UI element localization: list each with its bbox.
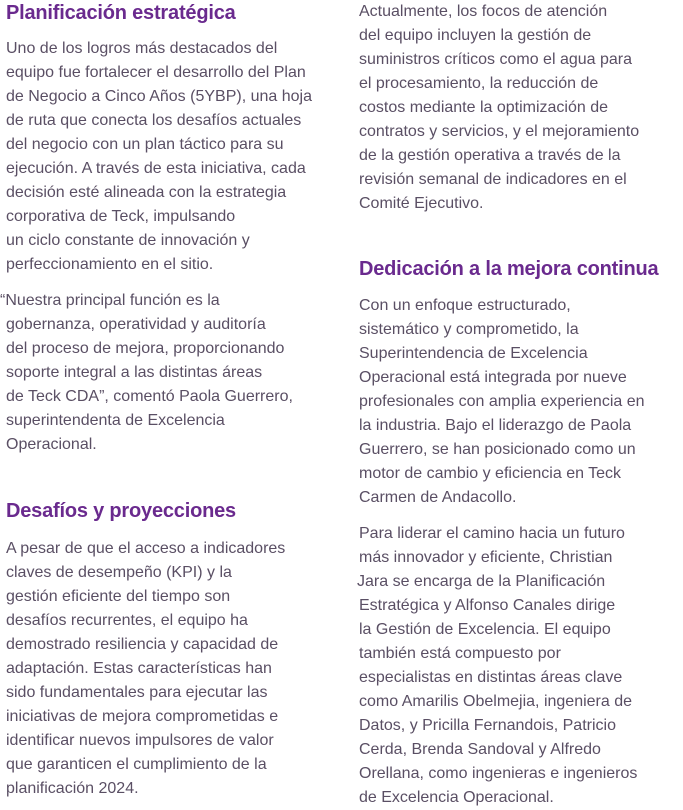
text-line: A pesar de que el acceso a indicadores <box>6 540 286 557</box>
text-line: claves de desempeño (KPI) y la <box>6 564 232 581</box>
text-line: soporte integral a las distintas áreas <box>6 364 263 381</box>
text-line: gestión eficiente del tiempo son <box>6 588 231 605</box>
text-line: de la gestión operativa a través de la <box>359 147 621 164</box>
paragraph-focos-atencion <box>359 0 639 216</box>
text-line: Guerrero, se han posicionado como un <box>359 441 636 458</box>
text-line: Estratégica y Alfonso Canales dirige <box>359 597 616 614</box>
text-line: Superintendencia de Excelencia <box>359 345 588 362</box>
text-line: Jara se encarga de la Planificación <box>357 573 606 590</box>
text-line: iniciativas de mejora comprometidas e <box>6 708 279 725</box>
text-line: la industria. Bajo el liderazgo de Paola <box>359 417 632 434</box>
text-line: motor de cambio y eficiencia en Teck <box>359 465 622 482</box>
text-line: corporativa de Teck, impulsando <box>6 208 236 225</box>
text-line: sistemático y comprometido, la <box>359 321 579 338</box>
text-line: Carmen de Andacollo. <box>359 489 517 506</box>
paragraph-logros <box>6 37 312 277</box>
text-line: Operacional. <box>6 436 97 453</box>
text-line: suministros críticos como el agua para <box>359 51 632 68</box>
heading-dedicacion-mejora-continua: Dedicación a la mejora continua <box>359 258 659 280</box>
text-line: planificación 2024. <box>6 780 139 797</box>
text-line: de Negocio a Cinco Años (5YBP), una hoja <box>6 88 312 105</box>
text-line: Datos, y Pricilla Fernandois, Patricio <box>359 717 616 734</box>
paragraph-equipo <box>359 522 637 810</box>
text-line: también está compuesto por <box>359 645 561 662</box>
text-line: superintendenta de Excelencia <box>6 412 225 429</box>
text-line: equipo fue fortalecer el desarrollo del Plan <box>6 64 306 81</box>
text-line: sido fundamentales para ejecutar las <box>6 684 268 701</box>
text-line: desafíos recurrentes, el equipo ha <box>6 612 248 629</box>
text-line: demostrado resiliencia y capacidad de <box>6 636 279 653</box>
text-line: Operacional está integrada por nueve <box>359 369 627 386</box>
text-line: contratos y servicios, y el mejoramiento <box>359 123 640 140</box>
text-line: Con un enfoque estructurado, <box>359 297 571 314</box>
text-line: identificar nuevos impulsores de valor <box>6 732 274 749</box>
text-line: un ciclo constante de innovación y <box>6 232 250 249</box>
text-line: Actualmente, los focos de atención <box>359 3 608 20</box>
text-line: ejecución. A través de esta iniciativa, cada <box>6 160 306 177</box>
text-line: de Teck CDA”, comentó Paola Guerrero, <box>6 388 293 405</box>
text-line: decisión esté alineada con la estrategia <box>6 184 287 201</box>
text-line: revisión semanal de indicadores en el <box>359 171 627 188</box>
text-line: más innovador y eficiente, Christian <box>359 549 613 566</box>
text-line: “Nuestra principal función es la <box>0 292 220 309</box>
paragraph-desafios <box>6 537 285 801</box>
paragraph-enfoque-estructurado <box>359 294 645 510</box>
text-line: gobernanza, operatividad y auditoría <box>6 316 266 333</box>
text-line: como Amarilis Obelmejia, ingeniera de <box>359 693 633 710</box>
heading-desafios-proyecciones: Desafíos y proyecciones <box>6 500 236 522</box>
text-line: de ruta que conecta los desafíos actuales <box>6 112 302 129</box>
text-line: de Excelencia Operacional. <box>359 789 554 806</box>
text-line: Uno de los logros más destacados del <box>6 40 278 57</box>
text-line: del negocio con un plan táctico para su <box>6 136 284 153</box>
text-line: especialistas en distintas áreas clave <box>359 669 623 686</box>
text-line: Para liderar el camino hacia un futuro <box>359 525 625 542</box>
text-line: del equipo incluyen la gestión de <box>359 27 592 44</box>
text-line: del proceso de mejora, proporcionando <box>6 340 285 357</box>
text-line: profesionales con amplia experiencia en <box>359 393 645 410</box>
quote-paola-guerrero <box>0 289 293 457</box>
heading-planificacion-estrategica: Planificación estratégica <box>6 2 236 24</box>
text-line: perfeccionamiento en el sitio. <box>6 256 214 273</box>
text-line: el procesamiento, la reducción de <box>359 75 599 92</box>
text-line: adaptación. Estas características han <box>6 660 272 677</box>
text-line: Cerda, Brenda Sandoval y Alfredo <box>359 741 601 758</box>
text-line: la Gestión de Excelencia. El equipo <box>359 621 611 638</box>
text-line: costos mediante la optimización de <box>359 99 609 116</box>
text-line: Orellana, como ingenieras e ingenieros <box>359 765 638 782</box>
text-line: Comité Ejecutivo. <box>359 195 484 212</box>
text-line: que garanticen el cumplimiento de la <box>6 756 267 773</box>
